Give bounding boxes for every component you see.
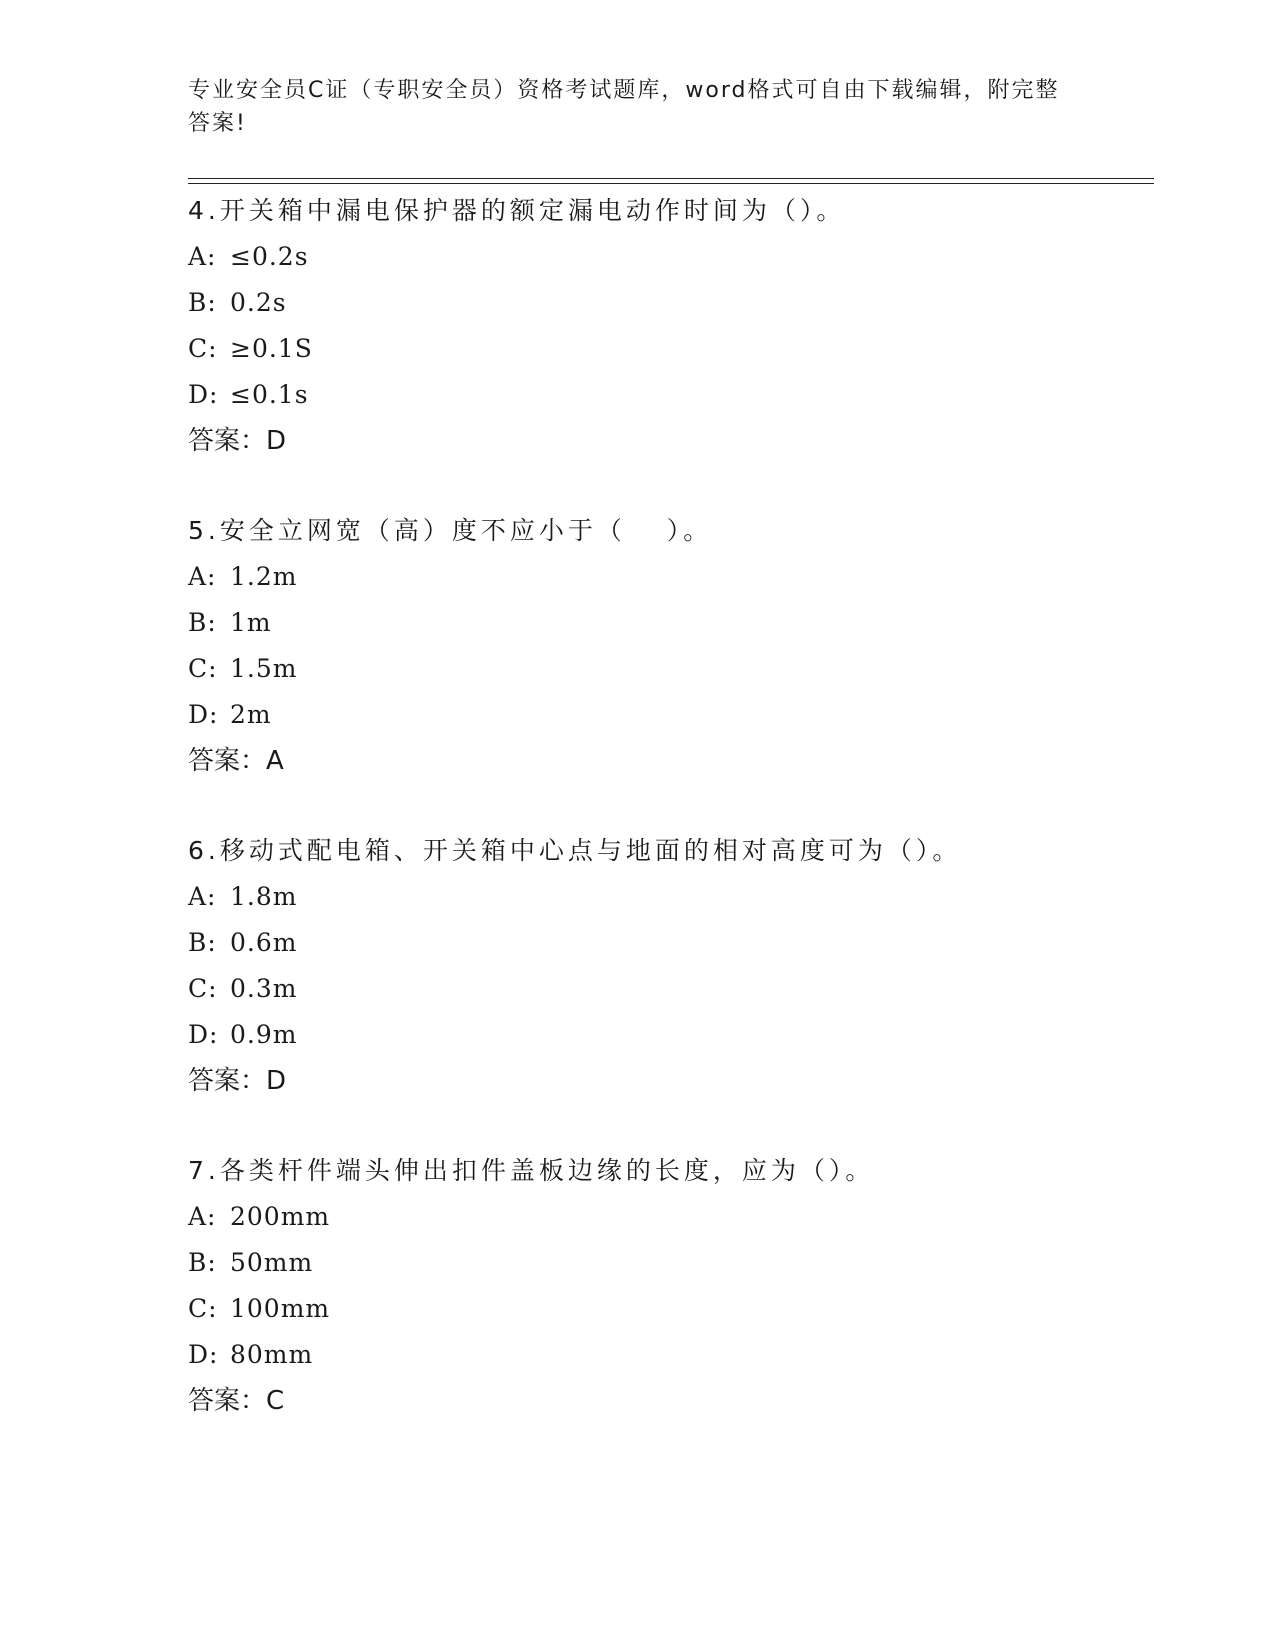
option-c — [188, 966, 1148, 1012]
option-text: 1m — [230, 608, 272, 637]
option-text: 100mm — [230, 1294, 331, 1323]
option-letter: A: — [188, 242, 217, 271]
option-letter: A: — [188, 562, 217, 591]
option-b — [188, 920, 1148, 966]
option-d — [188, 1012, 1148, 1058]
option-c — [188, 1286, 1148, 1332]
answer-line: 答案：D — [188, 426, 287, 456]
question-4 — [188, 188, 1148, 464]
document-header: 专业安全员C证（专职安全员）资格考试题库，word格式可自由下载编辑，附完整答案! — [188, 78, 1060, 136]
option-text: 0.9m — [230, 1020, 298, 1049]
option-text: 1.2m — [230, 562, 298, 591]
option-text: 0.2s — [230, 288, 287, 317]
option-a — [188, 874, 1148, 920]
option-letter: C: — [188, 974, 218, 1003]
header-divider-top — [188, 178, 1154, 179]
option-a — [188, 1194, 1148, 1240]
option-letter: D: — [188, 380, 219, 409]
option-text: 50mm — [230, 1248, 314, 1277]
option-c — [188, 326, 1148, 372]
answer-line: 答案：D — [188, 1066, 287, 1096]
option-d — [188, 692, 1148, 738]
option-text: 0.3m — [230, 974, 298, 1003]
option-b — [188, 280, 1148, 326]
option-letter: C: — [188, 334, 218, 363]
option-b — [188, 1240, 1148, 1286]
option-d — [188, 372, 1148, 418]
option-letter: B: — [188, 928, 217, 957]
option-text: 1.8m — [230, 882, 298, 911]
option-text: 0.6m — [230, 928, 298, 957]
question-7 — [188, 1148, 1148, 1424]
answer-line: 答案：C — [188, 1386, 285, 1416]
answer-line: 答案：A — [188, 746, 284, 776]
option-letter: B: — [188, 288, 217, 317]
question-stem: 4.开关箱中漏电保护器的额定漏电动作时间为（）。 — [188, 196, 846, 225]
header-divider-bottom — [188, 183, 1154, 184]
option-a — [188, 234, 1148, 280]
option-letter: D: — [188, 1340, 219, 1369]
question-6 — [188, 828, 1148, 1104]
question-stem: 5.安全立网宽（高）度不应小于（ ）。 — [188, 516, 713, 545]
option-letter: B: — [188, 608, 217, 637]
option-letter: B: — [188, 1248, 217, 1277]
question-5 — [188, 508, 1148, 784]
option-text: ≤0.2s — [230, 242, 309, 271]
option-c — [188, 646, 1148, 692]
option-letter: A: — [188, 1202, 217, 1231]
option-text: ≤0.1s — [230, 380, 309, 409]
option-a — [188, 554, 1148, 600]
option-b — [188, 600, 1148, 646]
option-letter: D: — [188, 1020, 219, 1049]
option-letter: A: — [188, 882, 217, 911]
option-letter: C: — [188, 654, 218, 683]
question-stem: 7.各类杆件端头伸出扣件盖板边缘的长度，应为（）。 — [188, 1156, 875, 1185]
option-letter: D: — [188, 700, 219, 729]
option-text: 2m — [230, 700, 272, 729]
option-text: 200mm — [230, 1202, 331, 1231]
option-text: 80mm — [230, 1340, 314, 1369]
option-letter: C: — [188, 1294, 218, 1323]
option-text: ≥0.1S — [230, 334, 313, 363]
question-stem: 6.移动式配电箱、开关箱中心点与地面的相对高度可为（）。 — [188, 836, 962, 865]
option-text: 1.5m — [230, 654, 298, 683]
option-d — [188, 1332, 1148, 1378]
